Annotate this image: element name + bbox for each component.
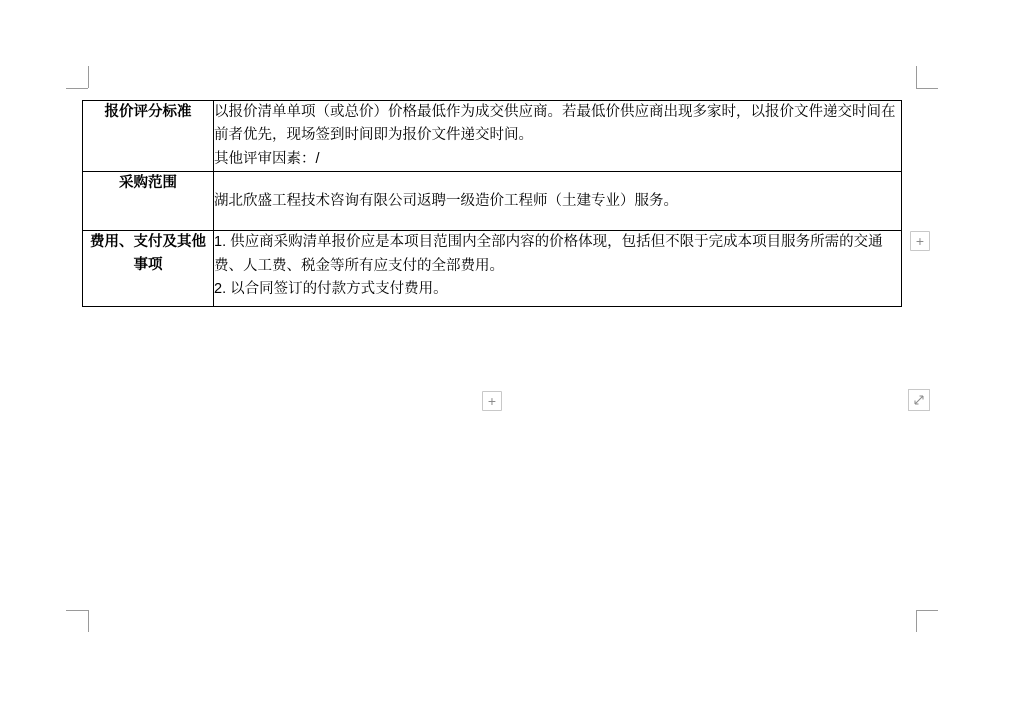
paragraph: 其他评审因素：/ — [214, 150, 320, 167]
paragraph: 以报价清单单项（或总价）价格最低作为成交供应商。若最低价供应商出现多家时，以报价文件递交时间在前者优先，现场签到时间即为报价文件递交时间。 — [214, 104, 896, 144]
row-content-fees-payment-other — [214, 231, 902, 307]
row-content-procurement-scope — [214, 172, 902, 231]
add-column-button[interactable]: + — [910, 231, 930, 251]
table-row — [83, 231, 902, 307]
row-label-scoring-criteria: 报价评分标准 — [83, 101, 214, 172]
row-label-fees-payment-other: 费用、支付及其他事项 — [83, 231, 214, 307]
paragraph: 1. 供应商采购清单报价应是本项目范围内全部内容的价格体现，包括但不限于完成本项目服务所需的交通费、人工费、税金等所有应支付的全部费用。 — [214, 234, 883, 274]
table-resize-handle[interactable] — [908, 389, 930, 411]
paragraph: 湖北欣盛工程技术咨询有限公司返聘一级造价工程师（土建专业）服务。 — [214, 192, 678, 209]
add-row-button[interactable]: + — [482, 391, 502, 411]
procurement-terms-table — [82, 100, 902, 307]
paragraph: 2. 以合同签订的付款方式支付费用。 — [214, 281, 448, 298]
table-row — [83, 172, 902, 231]
table-row — [83, 101, 902, 172]
row-content-scoring-criteria — [214, 101, 902, 172]
row-label-procurement-scope: 采购范围 — [83, 172, 214, 231]
